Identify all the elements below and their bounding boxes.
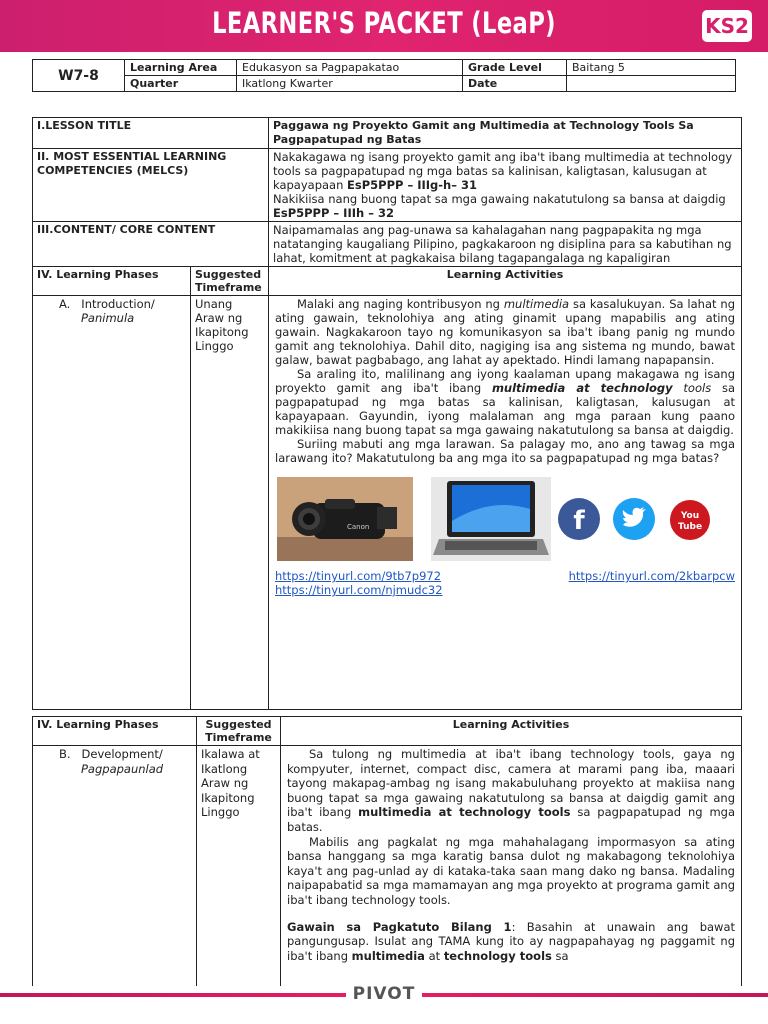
facebook-icon [557,497,601,541]
youtube-text: You [680,511,700,521]
pivot-logo: PIVOT [346,984,422,1006]
image-links [275,569,735,599]
phase-header-2: IV. Learning Phases [33,717,197,746]
intro-timeframe: Unang Araw ng Ikapitong Linggo [191,296,269,710]
development-table [32,716,742,986]
dev-paragraph-2: Mabilis ang pagkalat ng mga mahahalagang impormasyon sa ating bansa hanggang sa mga karatig bansa dulot ng makabagong teknolohiya kaya't ang pag-unlad ay di kataka-taka saan mang dako ng bansa. Madaling naipapabatid sa mga mamamayan ang mga proyekto at programa gamit ang iba't ibang technology tools. [287,834,735,907]
lesson-title-label: I.LESSON TITLE [33,118,269,149]
link-camera[interactable]: https://tinyurl.com/9tb7p972 [275,569,442,583]
melc-1-code: EsP5PPP – IIIg-h– 31 [347,178,478,192]
svg-text:f: f [573,506,585,536]
dev-paragraph-3: Gawain sa Pagkatuto Bilang 1: Basahin at unawain ang bawat pangungusap. Isulat ang TAMA kung ito ay nagpapahayag ng paggamit ng iba't ibang multimedia at technology tools sa [287,919,736,963]
dev-phase-letter: B. [59,747,71,761]
intro-paragraph-1: Malaki ang naging kontribusyon ng multimedia sa kasalukuyan. Sa lahat ng ating gawain, teknolohiya ang ating ginamit upang mapabilis ang ating gawain. Nagkakaroon tayo ng komunikasyon sa iba't ibang panig ng mundo gamit ang teknolohiya. Dahil dito, nagiging isa ang sistema ng mundo, bawat galaw, bawat pagbabago, ang lahat ay apektado. Hindi lamang napapansin. [275,297,735,367]
timeframe-header-2: Suggested Timeframe [197,717,281,746]
dev-phase-fil: Pagpapaunlad [81,761,164,776]
date-value [567,76,736,92]
grade-level-label: Grade Level [463,60,567,76]
activities-header-2: Learning Activities [281,717,742,746]
melc-1-text: Nakakagawa ng isang proyekto gamit ang iba't ibang multimedia at technology tools sa pagpapatupad ng mga batas sa kalinisan, kaligtasan, kalusugan at kapayapaan [273,150,733,192]
grade-level-value: Baitang 5 [567,60,736,76]
date-label: Date [463,76,567,92]
melc-2-text: Nakikiisa nang buong tapat sa mga gawaing nakatutulong sa bansa at daigdig [273,192,726,206]
ks2-badge: KS2 [702,10,752,42]
content-value: Naipamamalas ang pag-unawa sa kahalagahan nang pagpapakita ng mga natatanging kaugaliang Pilipino, pagkakaroon ng disiplina para sa kabutihan ng lahat, komitment at pagkakaisa bilang tagapangalaga ng kapaligiran [269,222,742,267]
timeframe-header: Suggested Timeframe [191,267,269,296]
learning-area-label: Learning Area [125,60,237,76]
dev-timeframe: Ikalawa at Ikatlong Araw ng Ikapitong Linggo [197,746,281,986]
dev-phase-cell [33,746,197,986]
dev-phase-en: Development/ [81,747,163,761]
phase-header: IV. Learning Phases [33,267,191,296]
dev-activities [281,746,742,986]
intro-paragraph-2: Sa araling ito, malilinang ang iyong kaalaman upang makagawa ng isang proyekto gamit ang iba't ibang multimedia at technology tools sa pagpapatupad ng mga batas sa kalinisan, kaligtasan, kalusugan at kapayapaan. Gayundin, iyong malalaman ang mga paraan kung paano makikiisa nang buong tapat sa mga gawaing nakatutulong sa bansa at daigdig. [275,367,735,437]
intro-phase-cell [33,296,191,710]
dev-paragraph-1: Sa tulong ng multimedia at iba't ibang technology tools, gaya ng kompyuter, internet, compact disc, camera at marami pang iba, maaari tayong makapag-ambag ng isang makabuluhang proyekto at makiisa nang buong tapat sa mga gawaing nakatutulong sa bansa at daigdig gamit ang iba't ibang multimedia at technology tools sa pagpapatupad ng mga batas. [287,747,735,834]
quarter-value: Ikatlong Kwarter [237,76,463,92]
learning-area-value: Edukasyon sa Pagpapakatao [237,60,463,76]
lesson-table [32,117,742,710]
week-label: W7-8 [33,60,125,92]
melc-2-code: EsP5PPP – IIIh – 32 [273,206,394,220]
intro-phase-en: Introduction/ [81,297,155,311]
laptop-image [431,477,551,561]
packet-title: LEARNER'S PACKET (LeaP) [212,6,556,40]
melc-value [269,149,742,222]
link-laptop[interactable]: https://tinyurl.com/2kbarpcw [568,569,735,583]
activities-header: Learning Activities [269,267,742,296]
svg-text:Tube: Tube [677,522,703,532]
camera-brand-text: Canon [347,523,370,531]
melc-label: II. MOST ESSENTIAL LEARNING COMPETENCIES (MELCS) [33,149,269,222]
camcorder-image [277,477,413,561]
quarter-label: Quarter [125,76,237,92]
header-banner [0,0,768,52]
lesson-title-value: Paggawa ng Proyekto Gamit ang Multimedia at Technology Tools Sa Pagpapatupad ng Batas [269,118,742,149]
youtube-icon [669,499,711,541]
link-social[interactable]: https://tinyurl.com/njmudc32 [275,583,443,597]
intro-paragraph-3: Suriing mabuti ang mga larawan. Sa palagay mo, ano ang tawag sa mga larawang ito? Makatutulong ba ang mga ito sa pagpapatupad ng mga batas? [275,437,735,465]
media-images [275,477,735,561]
meta-table [32,59,736,92]
content-label: III.CONTENT/ CORE CONTENT [33,222,269,267]
intro-phase-letter: A. [59,297,71,311]
intro-phase-fil: Panimula [81,311,135,325]
twitter-icon [612,497,656,541]
intro-activities [269,296,742,710]
